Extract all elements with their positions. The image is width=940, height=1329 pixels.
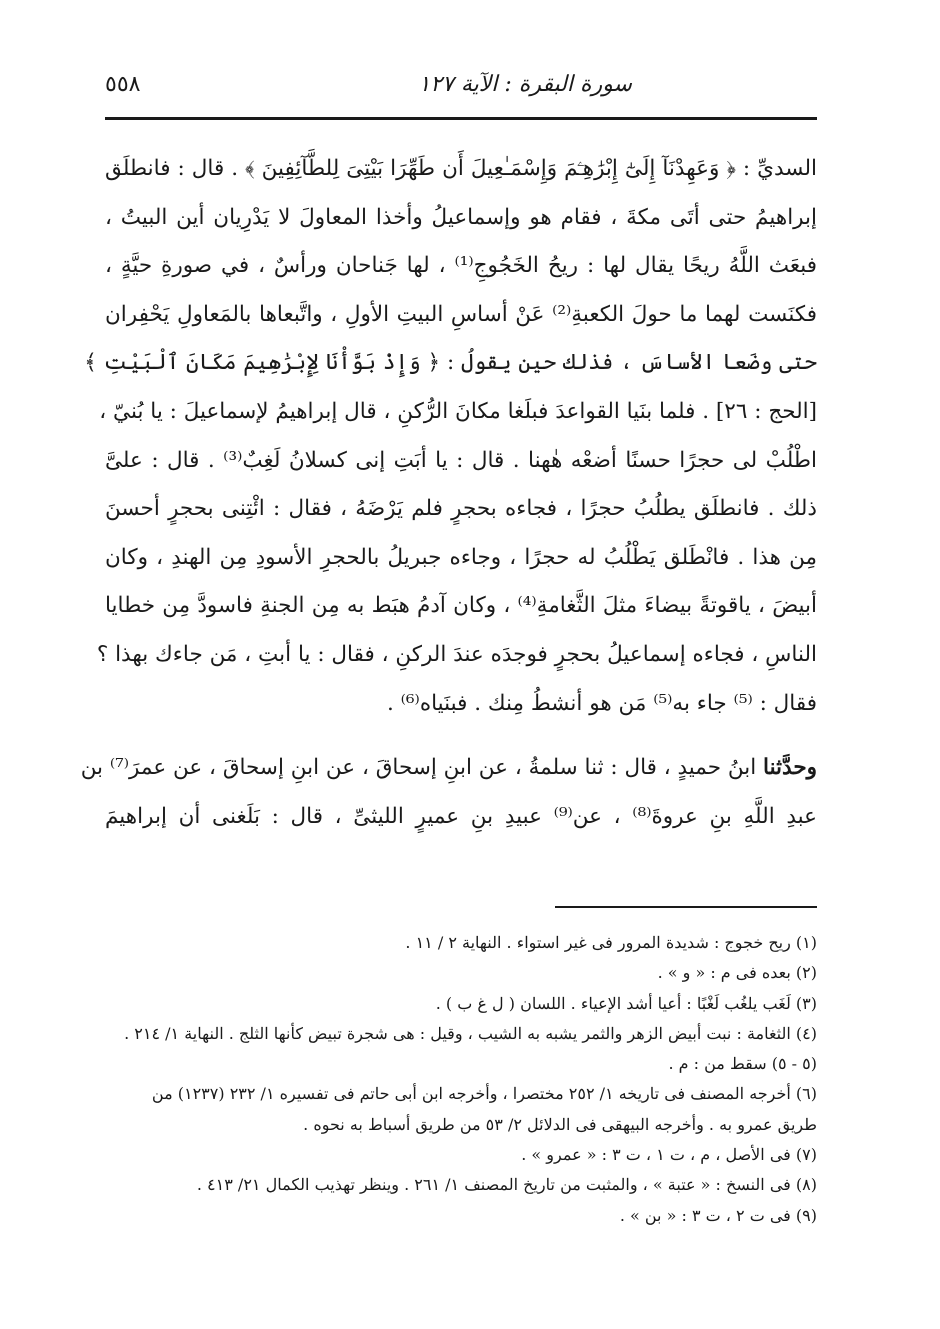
text-line: أبيضَ ، ياقوتةً بيضاءَ مثلَ الثَّغامةِ⁽⁴⁾ ، وكان آدمُ هبَط به مِن الجنةِ فاسودَّ مِن خطايا (105, 593, 817, 619)
footnote: (٨) فى النسخ : « عتبة » ، والمثبت من تاريخ المصنف ١/ ٢٦١ . وينظر تهذيب الكمال ٢١/ ٤١٣ . (196, 1175, 817, 1195)
text-line: فبعَث اللَّهُ ريحًا يقال لها : ريحُ الخَجُوجِ⁽¹⁾ ، لها جَناحان ورأسٌ ، في صورةِ حيَّةٍ ، (105, 253, 817, 279)
paragraph-1 (84, 145, 818, 728)
footnote: (٣) لَغَب يلغُب لَغْبًا : أعيا أشد الإعياء . اللسان ( ل غ ب ) . (435, 993, 817, 1013)
page-header (105, 62, 817, 106)
text-line: فقال : ⁽⁵⁾ جاء به⁽⁵⁾ مَن هو أنشطُ مِنك . فبنَياه⁽⁶⁾ . (386, 690, 817, 716)
text-line: ذلك . فانطلَق يطلُبُ حجرًا ، فجاءه بحجرٍ فلم يَرْضَهُ ، فقال : ائْتِنى بحجرٍ أحسنَ (105, 496, 817, 522)
footnote: (٩) فى ت ٢ ، ت ٣ : « بن » . (619, 1205, 817, 1225)
text-line: فكنَست لهما ما حولَ الكعبةِ⁽²⁾ عَنْ أساسِ البيتِ الأولِ ، واتَّبعاها بالمَعاولِ يَحْفِران (105, 301, 818, 327)
footnote: طريق عمرو به . وأخرجه البيهقى فى الدلائل ٢/ ٥٣ من طريق أسباط به نحوه . (303, 1114, 817, 1134)
text-line: الناسِ ، فجاءه إسماعيلُ بحجرٍ فوجدَه عندَ الركنِ ، فقال : يا أبتِ ، مَن جاءك بهذا ؟ (96, 641, 817, 667)
text-segment: ابنُ حميدٍ ، قال : ثنا سلمةُ ، عن ابنِ إسحاقَ ، عن ابنِ إسحاقَ ، عن عمرَ⁽⁷⁾ بن (80, 755, 764, 781)
text-line: إبراهيمُ حتى أتَى مكةَ ، فقام هو وإسماعيلُ وأخذا المعاولَ لا يَدْرِيان أين البيتُ ، (105, 204, 817, 230)
text-line: عبدِ اللَّهِ بنِ عروةَ⁽⁸⁾ ، عن⁽⁹⁾ عبيدِ بنِ عميرٍ الليثىِّ ، قال : بَلَغنى أن إبراهيمَ (105, 803, 817, 829)
footnote: (٥ - ٥) سقط من : م . (668, 1054, 817, 1074)
footnote: (٢) بعده فى م : « و » . (657, 963, 817, 983)
header-rule (105, 117, 817, 120)
text-line (80, 744, 817, 793)
footnote: (٦) أخرجه المصنف فى تاريخه ١/ ٢٥٢ مختصرا ، وأخرجه ابن أبى حاتم فى تفسيره ١/ ٢٣٢ (١٢٣٧) من (151, 1084, 817, 1104)
text-line: السديِّ : ﴿ وَعَهِدْنَآ إِلَىٰٓ إِبْرَٰهِـۧمَ وَإِسْمَـٰعِيلَ أَن طَهِّرَا بَيْتِىَ لِلطَّآئِفِينَ ﴾ . قال : فانطلَق (105, 156, 817, 181)
footnote: (٧) فى الأصل ، م ، ت ١ ، ت ٣ : « عمرو » . (521, 1145, 817, 1165)
main-text (80, 145, 818, 841)
text-line: اطْلُبْ لى حجرًا حسنًا أضعْه هٰهنا . قال : يا أبَتِ إنى كسلانُ لَغِبٌ⁽³⁾ . قال : علىَّ (105, 447, 817, 473)
footnote-rule (555, 906, 817, 908)
text-line: حتى وضَعا الأساسَ ، فذلك حين يقولُ : ﴿ وَإِذْ بَوَّأْنَا لِإِبْرَٰهِيمَ مَكَانَ ٱلْبَيْتِ ﴾ (84, 350, 817, 376)
paragraph-2 (80, 744, 817, 841)
footnote: (١) ريح خجوج : شديدة المرور فى غير استواء . النهاية ٢ / ١١ . (405, 933, 817, 952)
text-line: مِن هذا . فانْطَلق يَطْلُبُ له حجرًا ، وجاءه جبريلُ بالحجرِ الأسودِ مِن الهندِ ، وكان (105, 544, 817, 570)
paragraph-lead: وحدَّثنا (763, 755, 817, 781)
page-number: ٥٥٨ (105, 71, 141, 97)
footnotes (105, 928, 817, 1231)
running-title: سورة البقرة : الآية ١٢٧ (418, 71, 632, 97)
text-line: [الحج : ٢٦] . فلما بنَيا القواعدَ فبلَغا مكانَ الرُّكنِ ، قال إبراهيمُ لإسماعيلَ : يا بُنيّ ، (99, 398, 817, 424)
footnote: (٤) الثغامة : نبت أبيض الزهر والثمر يشبه به الشيب ، وقيل : هى شجرة تبيض كأنها الثلج . النهاية ١/ ٢١٤ . (124, 1023, 817, 1043)
